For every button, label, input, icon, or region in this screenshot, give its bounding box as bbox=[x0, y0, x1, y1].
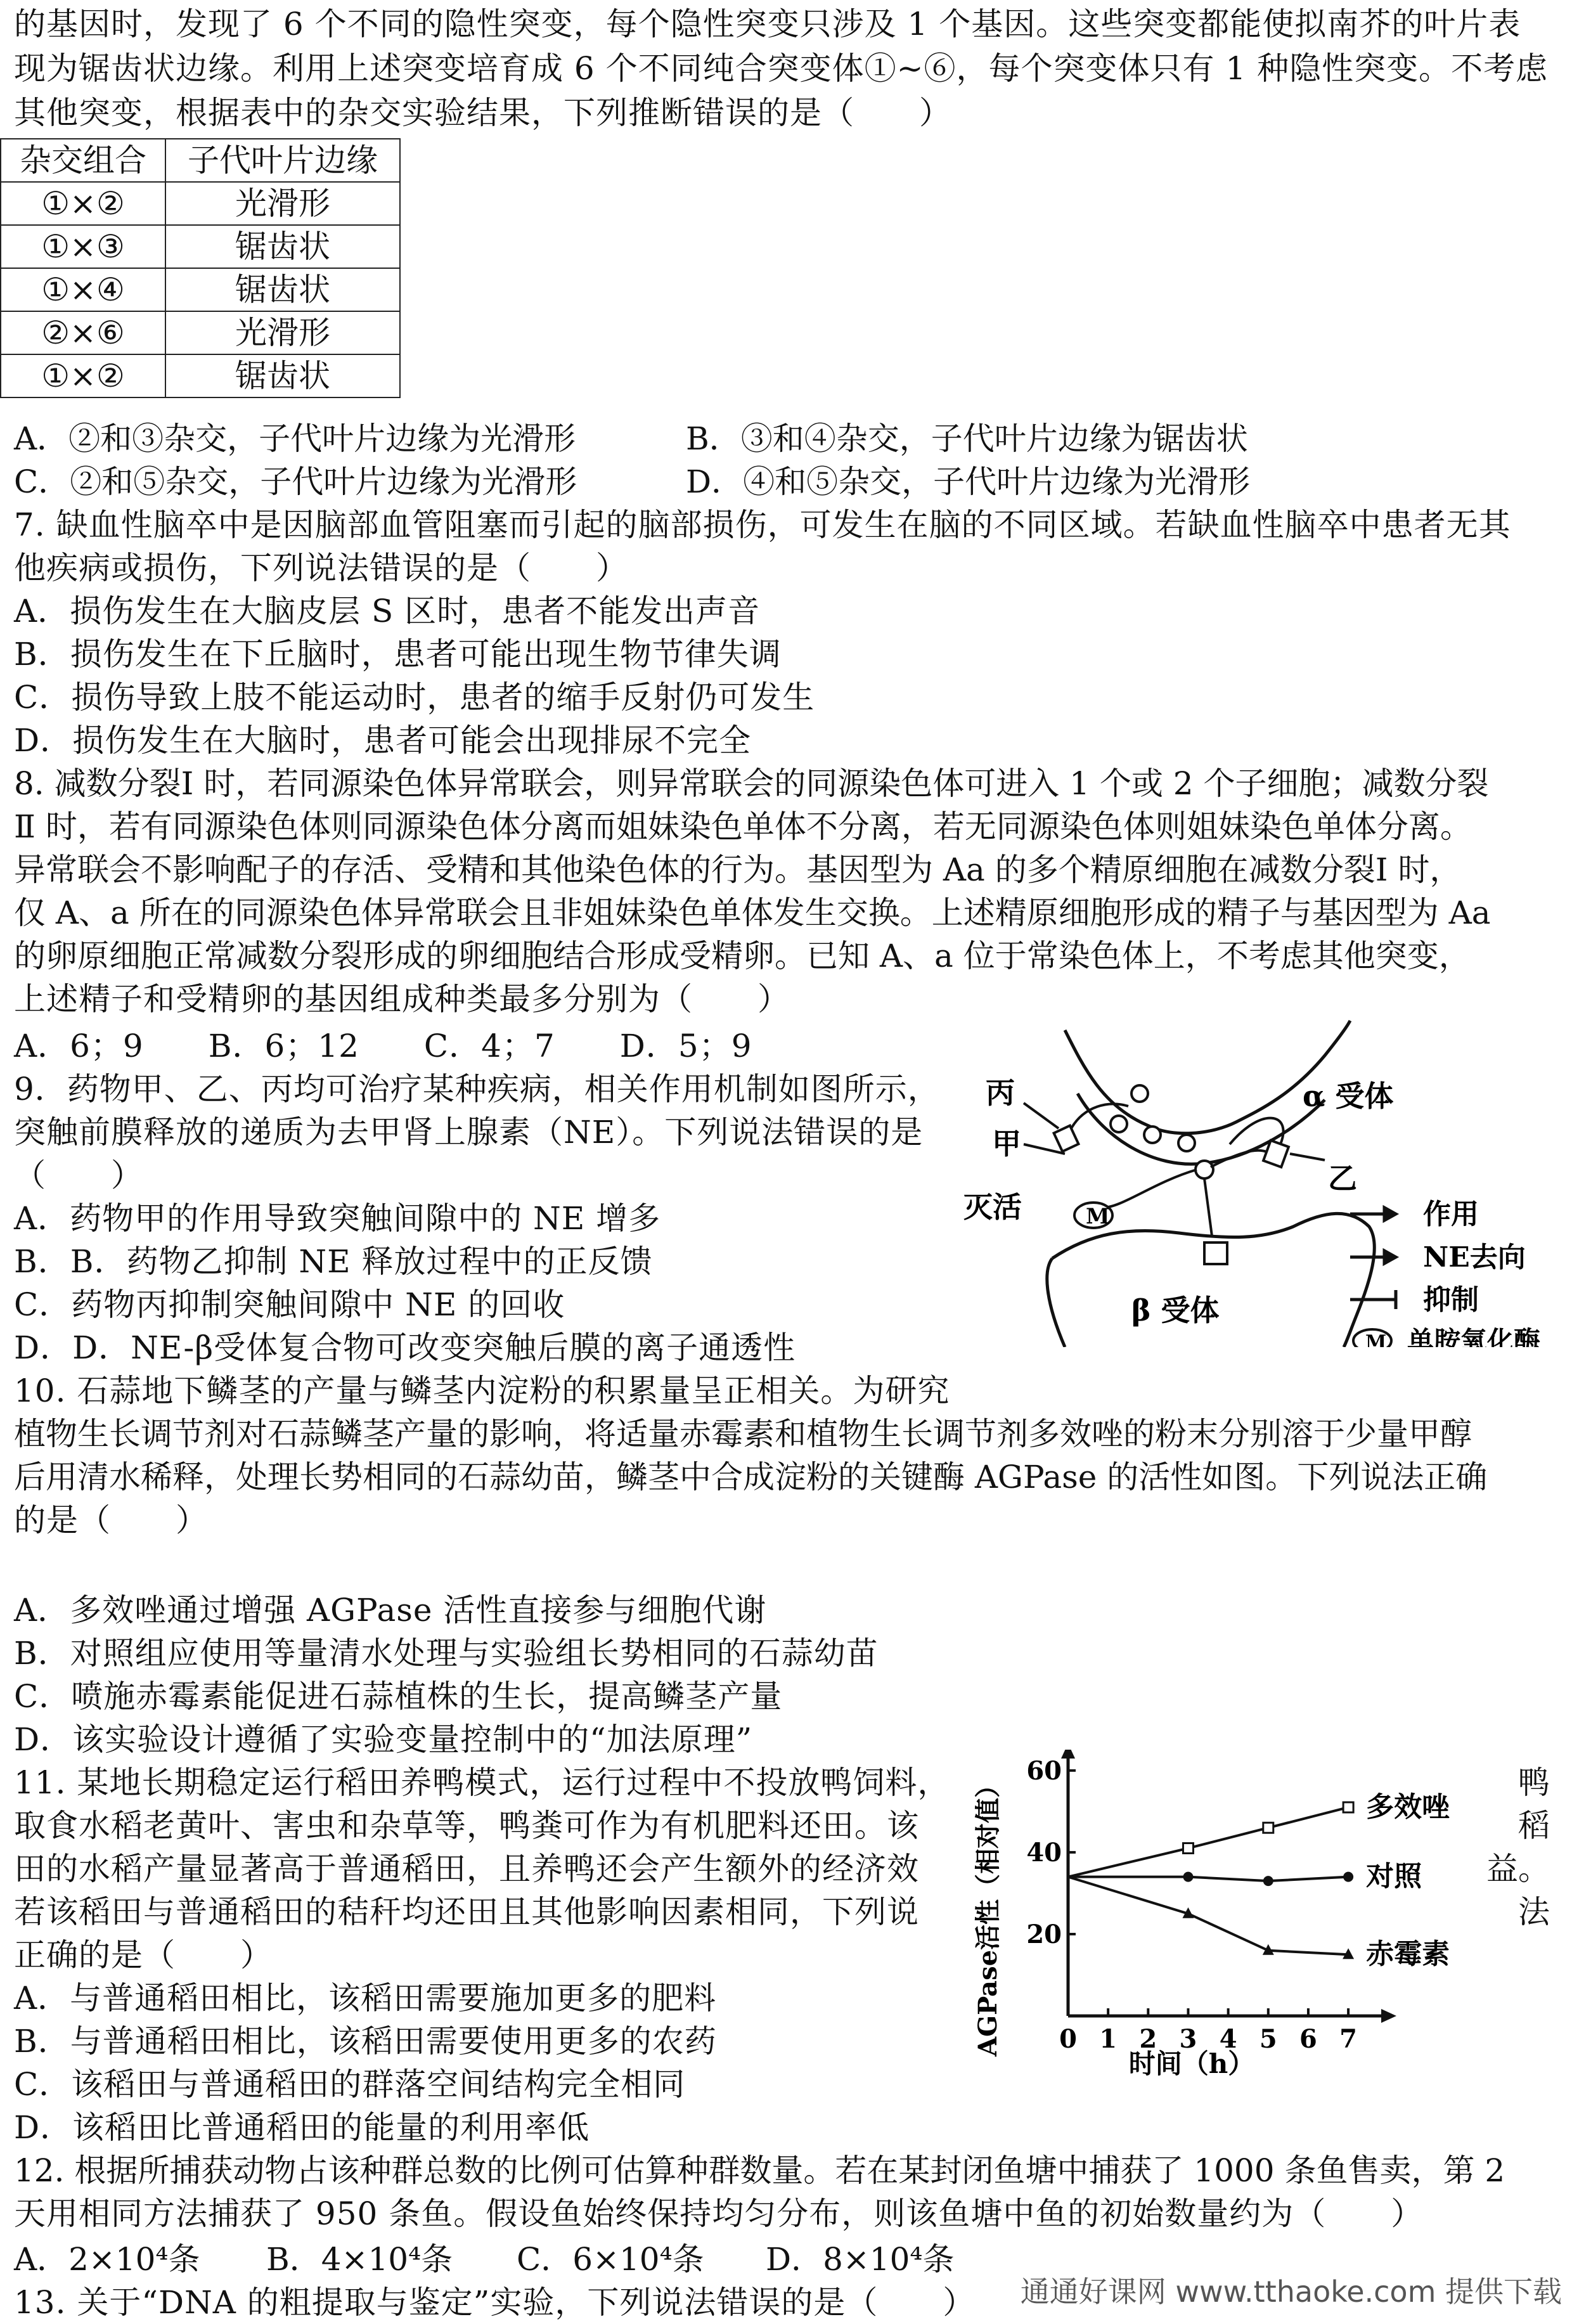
q10-option-d: D．该实验设计遵循了实验变量控制中的“加法原理” bbox=[14, 1721, 753, 1758]
q9-stem-line-2: 突触前膜释放的递质为去甲肾上腺素（NE）。下列说法错误的是 bbox=[14, 1114, 924, 1151]
table-cell: ②×⑥ bbox=[1, 311, 165, 354]
q11-side-fragment-4: 法 bbox=[1518, 1894, 1550, 1930]
q6-option-b: B．③和④杂交，子代叶片边缘为锯齿状 bbox=[686, 420, 1248, 457]
q9-stem-line-1: 9．药物甲、乙、丙均可治疗某种疾病，相关作用机制如图所示， bbox=[14, 1071, 940, 1107]
chart-series-line bbox=[1068, 1877, 1348, 1881]
q9-option-b: B．B．药物乙抑制 NE 释放过程中的正反馈 bbox=[14, 1243, 653, 1280]
chart-point bbox=[1183, 1872, 1193, 1882]
synapse-figure bbox=[963, 1017, 1572, 1347]
q9-option-c: C．药物丙抑制突触间隙中 NE 的回收 bbox=[14, 1286, 565, 1323]
table-cell: 锯齿状 bbox=[165, 354, 400, 397]
q6-intro-line-2: 现为锯齿状边缘。利用上述突变培育成 6 个不同纯合突变体①~⑥，每个突变体只有 1 种隐性突变。不考虑 bbox=[14, 50, 1549, 87]
q7-stem-line-1: 7. 缺血性脑卒中是因脑部血管阻塞而引起的脑部损伤，可发生在脑的不同区域。若缺血性脑卒中患者无其 bbox=[14, 507, 1511, 543]
q7-option-a: A．损伤发生在大脑皮层 S 区时，患者不能发出声音 bbox=[14, 593, 761, 629]
ne-vesicle bbox=[1131, 1085, 1148, 1102]
q8-stem-line-3: 异常联会不影响配子的存活、受精和其他染色体的行为。基因型为 Aa 的多个精原细胞在减数分裂Ⅰ 时， bbox=[14, 851, 1462, 888]
chart-x-tick-label: 4 bbox=[1219, 2024, 1237, 2054]
ne-vesicle bbox=[1178, 1135, 1195, 1151]
legend-enzyme-label: 单胺氧化酶 bbox=[1407, 1326, 1541, 1347]
q6-option-a: A．②和③杂交，子代叶片边缘为光滑形 bbox=[14, 420, 576, 457]
q11-side-fragment-1: 鸭 bbox=[1518, 1764, 1550, 1801]
chart-x-tick-label: 1 bbox=[1099, 2024, 1118, 2054]
chart-y-tick-label: 20 bbox=[1026, 1919, 1062, 1949]
ne-vesicle bbox=[1111, 1116, 1127, 1132]
legend-inhibit-label: 抑制 bbox=[1423, 1284, 1479, 1316]
q10-stem-line-3: 后用清水稀释，处理长势相同的石蒜幼苗，鳞茎中合成淀粉的关键酶 AGPase 的活性如图。下列说法正确 bbox=[14, 1459, 1488, 1495]
table-cell: 光滑形 bbox=[165, 311, 400, 354]
q12-option-a: A．2×10⁴条 bbox=[14, 2241, 200, 2278]
table-header-edge: 子代叶片边缘 bbox=[165, 139, 400, 182]
legend-action-label: 作用 bbox=[1423, 1198, 1479, 1230]
q11-option-c: C．该稻田与普通稻田的群落空间结构完全相同 bbox=[14, 2066, 686, 2103]
q9-option-a: A．药物甲的作用导致突触间隙中的 NE 增多 bbox=[14, 1200, 661, 1237]
ne-vesicle bbox=[1144, 1126, 1161, 1143]
q8-options: A．6；9 B．6；12 C．4；7 D．5；9 bbox=[14, 1028, 752, 1064]
q7-stem-line-2: 他疾病或损伤，下列说法错误的是（ ） bbox=[14, 550, 628, 586]
table-header-row bbox=[1, 139, 400, 182]
chart-point bbox=[1263, 1876, 1273, 1886]
drug-yi-line bbox=[1290, 1154, 1325, 1160]
q11-stem-line-4: 若该稻田与普通稻田的秸秆均还田且其他影响因素相同，下列说 bbox=[14, 1894, 919, 1930]
table-row bbox=[1, 225, 400, 268]
label-miehuo: 灭活 bbox=[963, 1190, 1022, 1224]
q12-option-c: C．6×10⁴条 bbox=[517, 2241, 704, 2278]
table-cell: ①×② bbox=[1, 354, 165, 397]
chart-point bbox=[1343, 1872, 1353, 1882]
q11-side-fragment-2: 稻 bbox=[1518, 1807, 1550, 1844]
legend-action-arrowhead bbox=[1384, 1208, 1396, 1220]
chart-point bbox=[1183, 1843, 1193, 1853]
q11-stem-line-2: 取食水稻老黄叶、害虫和杂草等，鸭粪可作为有机肥料还田。该 bbox=[14, 1807, 919, 1844]
q6-option-c: C．②和⑤杂交，子代叶片边缘为光滑形 bbox=[14, 463, 577, 500]
q7-option-b: B．损伤发生在下丘脑时，患者可能出现生物节律失调 bbox=[14, 636, 782, 673]
chart-series-label: 对照 bbox=[1366, 1860, 1422, 1893]
legend-ne-arrowhead bbox=[1384, 1251, 1396, 1263]
label-yi: 乙 bbox=[1328, 1161, 1357, 1196]
q10-stem-line-4: 的是（ ） bbox=[14, 1502, 208, 1539]
q9-stem-line-3: （ ） bbox=[14, 1157, 143, 1194]
q8-stem-line-5: 的卵原细胞正常减数分裂形成的卵细胞结合形成受精卵。已知 A、a 位于常染色体上，不考虑其他突变， bbox=[14, 938, 1471, 974]
chart-x-tick-label: 6 bbox=[1299, 2024, 1317, 2054]
q6-option-d: D．④和⑤杂交，子代叶片边缘为光滑形 bbox=[686, 463, 1251, 500]
agpase-chart-svg bbox=[963, 1750, 1483, 2092]
table-cell: ①×② bbox=[1, 182, 165, 225]
q12-option-d: D．8×10⁴条 bbox=[766, 2241, 955, 2278]
chart-point bbox=[1263, 1823, 1273, 1833]
q8-stem-line-1: 8. 减数分裂Ⅰ 时，若同源染色体异常联会，则异常联会的同源染色体可进入 1 个或 2 个子细胞；减数分裂 bbox=[14, 765, 1489, 802]
q11-stem-line-1: 11. 某地长期稳定运行稻田养鸭模式，运行过程中不投放鸭饲料， bbox=[14, 1764, 950, 1801]
agpase-chart bbox=[963, 1750, 1483, 2092]
legend-ne-label: NE去向 bbox=[1423, 1241, 1526, 1274]
legend-enzyme-letter: M bbox=[1365, 1331, 1387, 1347]
ne-to-beta-arrow bbox=[1204, 1178, 1212, 1236]
q11-side-fragment-3: 益。 bbox=[1486, 1850, 1550, 1887]
table-header-cross: 杂交组合 bbox=[1, 139, 165, 182]
q6-intro-line-3: 其他突变，根据表中的杂交实验结果，下列推断错误的是（ ） bbox=[14, 94, 951, 131]
ne-to-alpha-arrow bbox=[1211, 1151, 1266, 1167]
chart-series-label: 赤霉素 bbox=[1366, 1938, 1450, 1971]
chart-series-line bbox=[1068, 1877, 1348, 1955]
beta-receptor-box bbox=[1204, 1243, 1227, 1264]
q10-stem-line-2: 植物生长调节剂对石蒜鳞茎产量的影响，将适量赤霉素和植物生长调节剂多效唑的粉末分别溶于少量甲醇 bbox=[14, 1416, 1472, 1452]
q11-option-a: A．与普通稻田相比，该稻田需要施加更多的肥料 bbox=[14, 1980, 717, 2017]
transporter-box bbox=[1054, 1126, 1079, 1152]
table-row bbox=[1, 268, 400, 311]
q12-stem-line-2: 天用相同方法捕获了 950 条鱼。假设鱼始终保持均匀分布，则该鱼塘中鱼的初始数量约为（ ） bbox=[14, 2195, 1424, 2232]
label-alpha-receptor: α 受体 bbox=[1303, 1079, 1394, 1113]
synapse-diagram bbox=[963, 1017, 1572, 1347]
mao-enzyme-symbol: M bbox=[1086, 1204, 1110, 1229]
cross-result-table bbox=[0, 138, 401, 398]
table-row bbox=[1, 311, 400, 354]
chart-y-tick-label: 40 bbox=[1026, 1837, 1062, 1868]
chart-x-tick-label: 3 bbox=[1179, 2024, 1197, 2054]
q8-stem-line-6: 上述精子和受精卵的基因组成种类最多分别为（ ） bbox=[14, 981, 790, 1017]
table-cell: ①×④ bbox=[1, 268, 165, 311]
drug-bing-line bbox=[1024, 1103, 1059, 1128]
table-cell: 锯齿状 bbox=[165, 225, 400, 268]
chart-y-tick-label: 60 bbox=[1026, 1755, 1062, 1786]
q8-stem-line-4: 仅 A、a 所在的同源染色体异常联会且非姐妹染色单体发生交换。上述精原细胞形成的精子与基因型为 Aa bbox=[14, 894, 1491, 931]
q10-option-a: A．多效唑通过增强 AGPase 活性直接参与细胞代谢 bbox=[14, 1592, 767, 1629]
ne-to-enzyme-arrow bbox=[1103, 1170, 1197, 1208]
chart-series-line bbox=[1068, 1807, 1348, 1877]
table-row bbox=[1, 354, 400, 397]
chart-x-tick-label: 5 bbox=[1259, 2024, 1277, 2054]
label-jia: 甲 bbox=[992, 1126, 1021, 1161]
chart-x-tick-label: 7 bbox=[1339, 2024, 1358, 2054]
chart-x-tick-label: 0 bbox=[1059, 2024, 1077, 2054]
q10-option-b: B．对照组应使用等量清水处理与实验组长势相同的石蒜幼苗 bbox=[14, 1635, 879, 1672]
label-beta-receptor: β 受体 bbox=[1131, 1293, 1220, 1327]
chart-y-axis-label: AGPase活性（相对值） bbox=[973, 1772, 1003, 2057]
q9-option-d: D．D．NE-β受体复合物可改变突触后膜的离子通透性 bbox=[14, 1329, 796, 1366]
q11-stem-line-3: 田的水稻产量显著高于普通稻田，且养鸭还会产生额外的经济效 bbox=[14, 1850, 919, 1887]
table-cell: 锯齿状 bbox=[165, 268, 400, 311]
table-row bbox=[1, 182, 400, 225]
q11-option-b: B．与普通稻田相比，该稻田需要使用更多的农药 bbox=[14, 2023, 717, 2060]
q12-option-b: B．4×10⁴条 bbox=[266, 2241, 453, 2278]
postsynaptic-membrane-left bbox=[1047, 1258, 1065, 1347]
q7-option-d: D．损伤发生在大脑时，患者可能会出现排尿不完全 bbox=[14, 722, 752, 759]
q10-stem-line-1: 10. 石蒜地下鳞茎的产量与鳞茎内淀粉的积累量呈正相关。为研究 bbox=[14, 1372, 950, 1409]
chart-y-axis-arrow bbox=[1061, 1750, 1075, 1759]
q6-intro-line-1: 的基因时，发现了 6 个不同的隐性突变，每个隐性突变只涉及 1 个基因。这些突变都能使拟南芥的叶片表 bbox=[14, 6, 1521, 42]
q7-option-c: C．损伤导致上肢不能运动时，患者的缩手反射仍可发生 bbox=[14, 679, 815, 716]
ne-release-site bbox=[1195, 1161, 1213, 1178]
chart-x-axis-label: 时间（h） bbox=[1128, 2048, 1255, 2079]
q8-stem-line-2: Ⅱ 时，若有同源染色体则同源染色体分离而姐妹染色单体不分离，若无同源染色体则姐妹染色单体分离。 bbox=[14, 808, 1472, 845]
chart-point bbox=[1343, 1802, 1353, 1812]
q11-option-d: D．该稻田比普通稻田的能量的利用率低 bbox=[14, 2109, 590, 2146]
q10-option-c: C．喷施赤霉素能促进石蒜植株的生长，提高鳞茎产量 bbox=[14, 1678, 783, 1715]
table-cell: 光滑形 bbox=[165, 182, 400, 225]
label-bing: 丙 bbox=[986, 1076, 1015, 1110]
watermark: 通通好课网 www.tthaoke.com 提供下载 bbox=[1017, 2266, 1566, 2313]
q13-stem: 13. 关于“DNA 的粗提取与鉴定”实验，下列说法错误的是（ ） bbox=[14, 2284, 976, 2321]
table-cell: ①×③ bbox=[1, 225, 165, 268]
chart-x-tick-label: 2 bbox=[1139, 2024, 1157, 2054]
q12-stem-line-1: 12. 根据所捕获动物占该种群总数的比例可估算种群数量。若在某封闭鱼塘中捕获了 1000 条鱼售卖，第 2 bbox=[14, 2152, 1505, 2189]
chart-series-label: 多效唑 bbox=[1366, 1790, 1450, 1823]
chart-x-axis-arrow bbox=[1381, 2009, 1396, 2023]
q11-stem-line-5: 正确的是（ ） bbox=[14, 1937, 273, 1973]
